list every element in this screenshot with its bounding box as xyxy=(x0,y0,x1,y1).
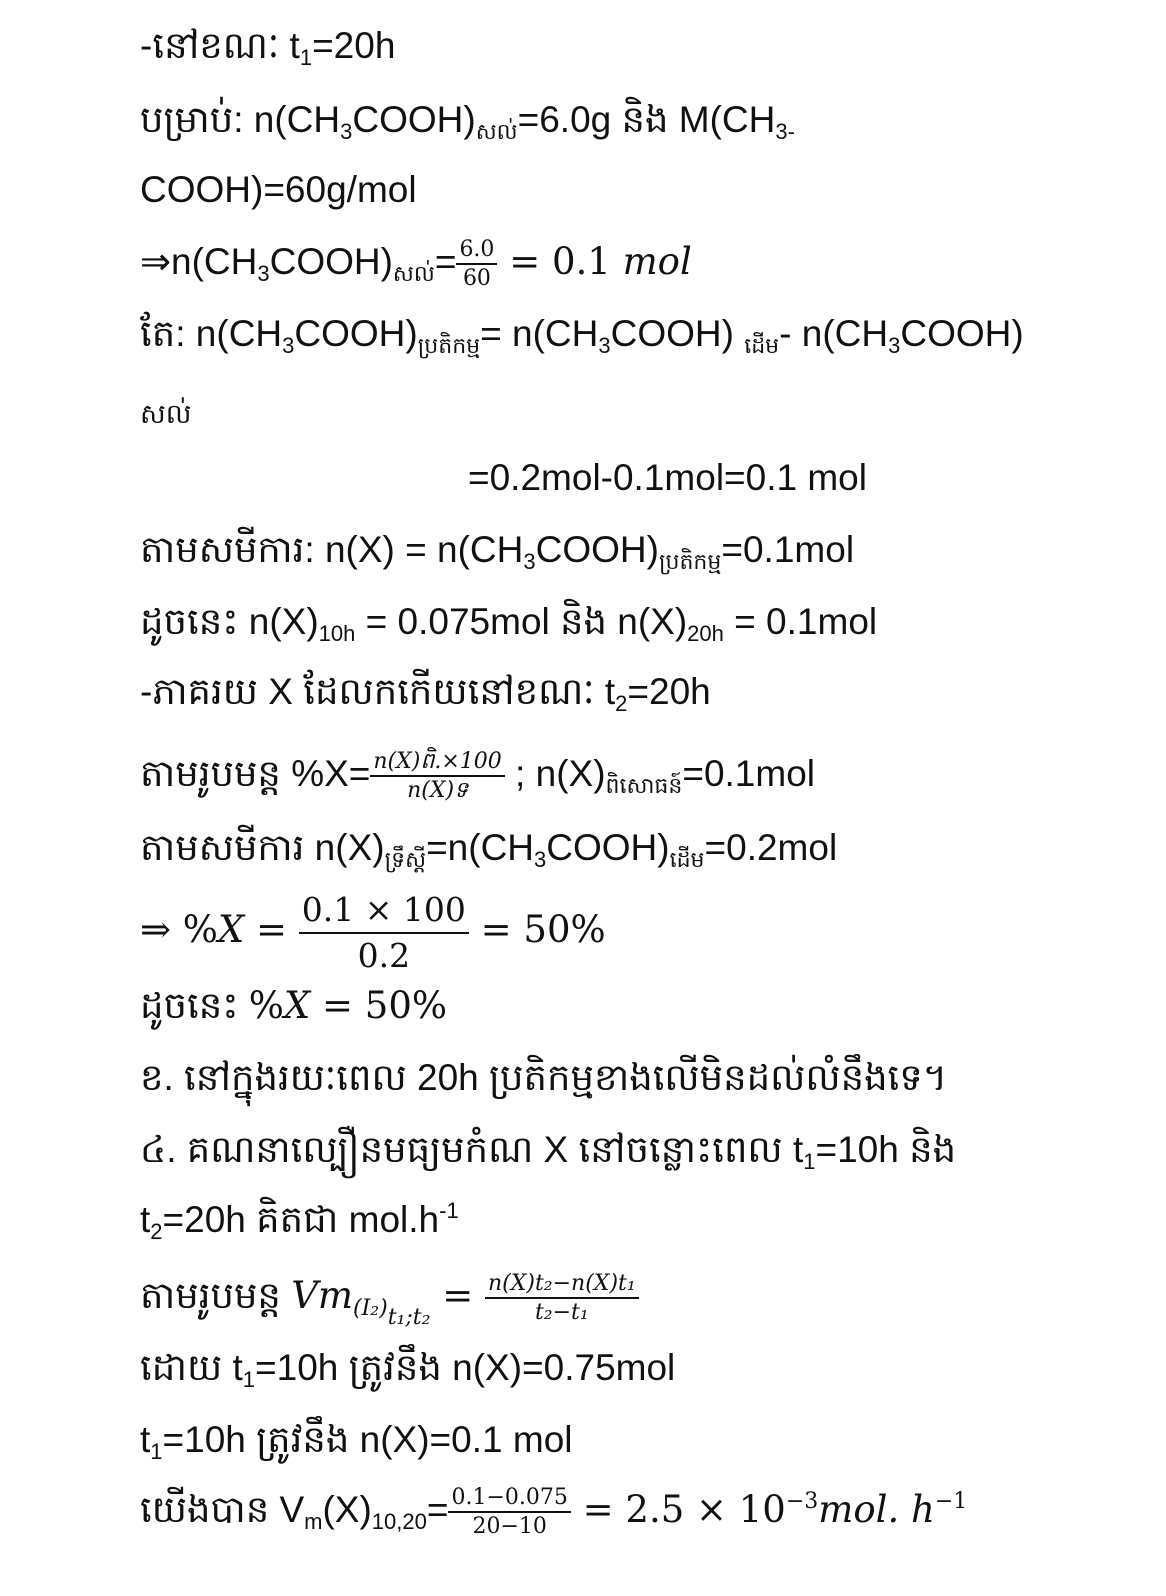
fraction-denominator: t₂−t₁ xyxy=(534,1300,589,1325)
text: =0.1mol xyxy=(721,529,855,570)
fraction xyxy=(448,1484,570,1540)
text: តែ: n(CH xyxy=(140,313,283,354)
text: =10h និង xyxy=(815,1129,957,1170)
line-rate-formula xyxy=(140,1270,639,1330)
fraction-numerator: 0.1 × 100 xyxy=(299,888,469,934)
text: t xyxy=(140,1419,151,1460)
fraction xyxy=(456,236,497,292)
text: យើងបាន V xyxy=(140,1488,305,1530)
text: = 50% xyxy=(468,908,606,951)
line-time-t1 xyxy=(140,24,395,68)
text: = 0.075mol និង n(X) xyxy=(355,601,688,642)
fraction-denominator: n(X)ទ xyxy=(407,778,469,803)
superscript: -1 xyxy=(439,1198,459,1223)
subscript: 20h xyxy=(687,621,724,646)
text: = n(CH xyxy=(480,313,599,354)
text: ; n(X) xyxy=(504,752,606,794)
text: សល់ xyxy=(140,399,192,429)
subscript: 3 xyxy=(257,260,270,286)
text: តាមរូបមន្ត xyxy=(140,1274,292,1316)
line-percent-formula xyxy=(140,748,815,804)
line-rate-result xyxy=(140,1484,967,1540)
text: COOH) xyxy=(294,313,418,354)
text: =10h ត្រូវនឹង n(X)=0.75mol xyxy=(255,1347,676,1388)
subscript: 10,20 xyxy=(371,1508,427,1534)
text: mol. h xyxy=(818,1487,935,1531)
subscript: ពិសោធន៍ xyxy=(605,772,683,798)
text: = 0.1 xyxy=(497,239,623,283)
line-part-4 xyxy=(140,1128,956,1172)
subscript: 3 xyxy=(282,333,295,358)
line-given xyxy=(140,98,795,142)
text: = xyxy=(434,240,457,282)
fraction-numerator: 6.0 xyxy=(456,236,497,265)
line-t1-value-2 xyxy=(140,1418,573,1462)
text: បម្រាប់: n(CH xyxy=(140,99,341,140)
text: COOH) xyxy=(269,240,393,282)
subscript: ប្រតិកម្ម xyxy=(658,549,722,574)
fraction-numerator: 0.1−0.075 xyxy=(448,1484,570,1513)
subscript: ប្រតិកម្ម xyxy=(417,333,481,358)
subscript: 1 xyxy=(150,1439,163,1464)
text: =n(CH xyxy=(426,827,535,868)
text: (X) xyxy=(322,1488,372,1530)
text: =20h xyxy=(627,671,711,712)
superscript: −3 xyxy=(785,1488,819,1514)
subscript: 3 xyxy=(534,847,547,872)
text: X xyxy=(217,908,245,951)
subscript: 1 xyxy=(803,1149,816,1174)
subscript: 3 xyxy=(888,333,901,358)
line-calc-result xyxy=(468,456,867,500)
text: ដូចនេះ n(X) xyxy=(140,601,319,642)
text: ⇒n(CH xyxy=(140,240,258,282)
text: ៤. គណនាល្បឿនមធ្យមកំណ X នៅចន្លោះពេល t xyxy=(140,1129,804,1170)
subscript: 1 xyxy=(242,1367,256,1392)
text: = 50% xyxy=(310,984,448,1027)
subscript: 10h xyxy=(318,621,356,646)
text: ខ. នៅក្នុងរយៈពេល 20h ប្រតិកម្មខាងលើមិនដល់លំនឹងទេ។ xyxy=(140,1057,948,1098)
text: Vm xyxy=(291,1273,354,1317)
text: =20h xyxy=(312,25,396,66)
line-reacted-moles xyxy=(140,312,1024,356)
text: mol xyxy=(622,239,692,283)
fraction xyxy=(485,1270,639,1326)
fraction-denominator: 0.2 xyxy=(357,935,411,975)
fraction-numerator: n(X)t₂−n(X)t₁ xyxy=(485,1270,639,1299)
line-percent-heading xyxy=(140,670,711,714)
line-therefore-nx xyxy=(140,600,877,644)
subscript: t₁;t₂ xyxy=(387,1304,431,1330)
subscript: ដើម xyxy=(669,847,705,872)
text: COOH) xyxy=(610,313,745,354)
line-molar-mass xyxy=(140,168,417,212)
text: ដូចនេះ xyxy=(140,985,249,1026)
subscript: សល់ xyxy=(392,260,435,286)
subscript: 3 xyxy=(340,119,353,144)
fraction-denominator: 60 xyxy=(462,266,491,291)
line-theoretical-nx xyxy=(140,826,837,870)
line-part-b xyxy=(140,1056,947,1100)
subscript: 3- xyxy=(775,119,795,144)
text: t xyxy=(140,1199,151,1240)
text: X xyxy=(283,984,311,1027)
fraction xyxy=(370,748,504,804)
subscript: 2 xyxy=(150,1219,163,1244)
line-percent-result xyxy=(140,984,447,1028)
subscript: ដើម xyxy=(744,333,780,358)
text: =0.2mol-0.1mol=0.1 mol xyxy=(468,457,867,498)
line-moles-remaining xyxy=(140,236,692,292)
text: % xyxy=(248,984,284,1027)
text: COOH) xyxy=(900,313,1024,354)
fraction-numerator: n(X)ពិ.×100 xyxy=(370,748,504,777)
text: - n(CH xyxy=(779,313,889,354)
text: = xyxy=(430,1273,485,1317)
subscript: 1 xyxy=(299,45,313,70)
subscript: 3 xyxy=(523,549,536,574)
text: -ភាគរយ X ដែលកកើយនៅខណៈ t xyxy=(140,671,616,712)
text: = xyxy=(244,908,299,951)
subscript: 2 xyxy=(615,691,628,716)
line-remaining-label xyxy=(140,392,191,436)
subscript: សល់ xyxy=(475,119,518,144)
text: = 0.1mol xyxy=(723,601,878,642)
text: COOH) xyxy=(352,99,476,140)
text: =10h ត្រូវនឹង n(X)=0.1 mol xyxy=(162,1419,573,1460)
text: =6.0g និង M(CH xyxy=(517,99,776,140)
text: តាមសមីការ: n(X) = n(CH xyxy=(140,529,524,570)
line-equation-nx xyxy=(140,528,854,572)
text: ដោយ t xyxy=(140,1347,243,1388)
text: COOH) xyxy=(535,529,659,570)
text: =20h គិតជា mol.h xyxy=(162,1199,440,1240)
fraction xyxy=(299,888,469,978)
subscript: m xyxy=(304,1508,323,1534)
fraction-denominator: 20−10 xyxy=(472,1514,547,1539)
subscript: 3 xyxy=(598,333,611,358)
text: -នៅខណៈ t xyxy=(140,25,300,66)
text: តាមសមីការ n(X) xyxy=(140,827,385,868)
text: =0.2mol xyxy=(704,827,838,868)
text: = 2.5 × 10 xyxy=(570,1487,786,1531)
line-percent-calc xyxy=(140,884,606,978)
subscript: ទ្រឹស្តី xyxy=(384,847,427,872)
text: = xyxy=(426,1488,449,1530)
text: =0.1mol xyxy=(682,752,816,794)
text: តាមរូបមន្ត %X= xyxy=(140,752,371,794)
line-units xyxy=(140,1198,459,1242)
text: COOH) xyxy=(546,827,670,868)
subscript: (I₂) xyxy=(353,1295,388,1321)
superscript: −1 xyxy=(934,1488,968,1514)
text: ⇒ % xyxy=(140,908,218,951)
line-t1-value xyxy=(140,1346,675,1390)
text: COOH)=60g/mol xyxy=(140,169,417,210)
